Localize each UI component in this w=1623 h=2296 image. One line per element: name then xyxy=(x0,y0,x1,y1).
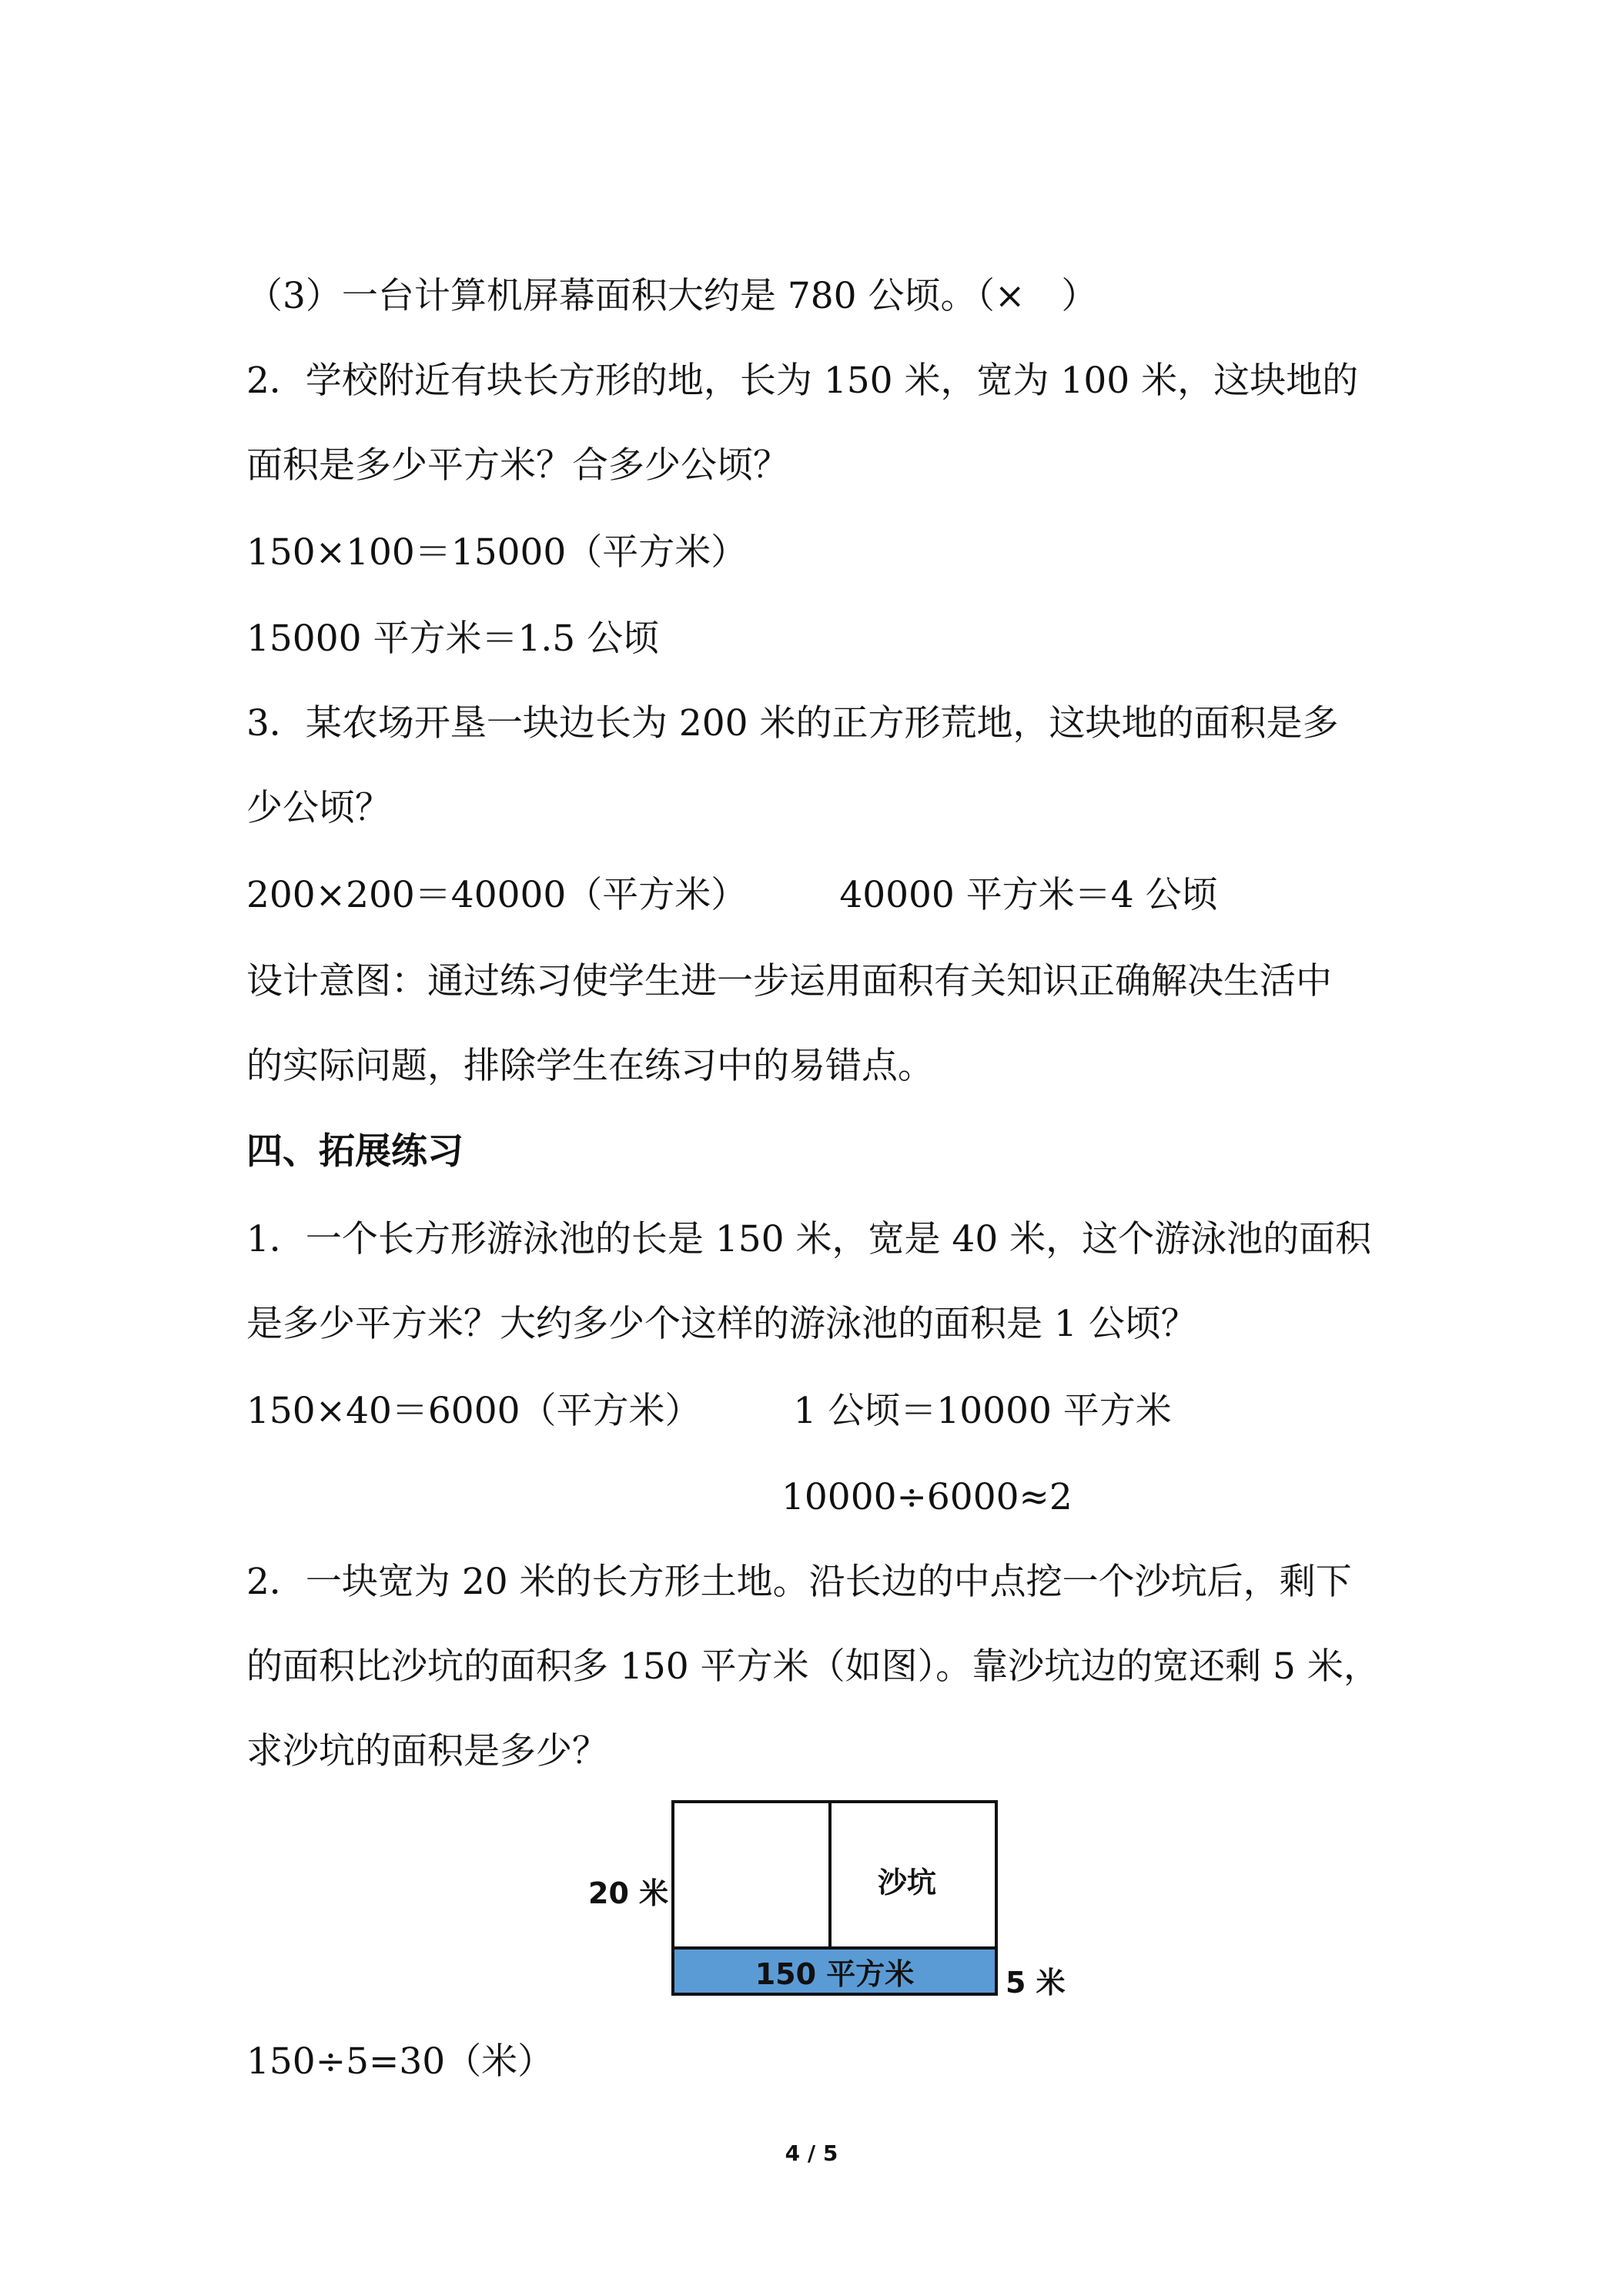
question-3-line-1: 3．某农场开垦一块边长为 200 米的正方形荒地，这块地的面积是多 xyxy=(246,702,1339,745)
extension-2-line-2: 的面积比沙坑的面积多 150 平方米（如图）。靠沙坑边的宽还剩 5 米， xyxy=(246,1645,1380,1688)
question-2-line-2: 面积是多少平方米？合多少公顷？ xyxy=(246,444,789,487)
pit-label: 沙坑 xyxy=(878,1866,937,1899)
extension-1-answer-part-2: 1 公顷＝10000 平方米 xyxy=(793,1390,1172,1432)
extension-1-answer-division: 10000÷6000≈2 xyxy=(781,1476,1073,1518)
extension-1-line-2: 是多少平方米？大约多少个这样的游泳池的面积是 1 公顷？ xyxy=(246,1303,1197,1345)
extension-1-answer-part-1: 150×40＝6000（平方米） xyxy=(246,1390,701,1432)
extension-2-line-3: 求沙坑的面积是多少？ xyxy=(246,1730,608,1772)
remaining-strip xyxy=(671,1946,998,1996)
strip-area-label: 150 平方米 xyxy=(755,1956,915,1991)
midpoint-divider xyxy=(828,1800,832,1946)
answer-2-line-2: 15000 平方米＝1.5 公顷 xyxy=(246,618,660,660)
answer-3-part-2: 40000 平方米＝4 公顷 xyxy=(839,874,1218,916)
design-intent-line-1: 设计意图：通过练习使学生进一步运用面积有关知识正确解决生活中 xyxy=(246,960,1332,1002)
section-heading: 四、拓展练习 xyxy=(246,1130,463,1173)
strip-width-label: 5 米 xyxy=(1006,1966,1066,2000)
question-3-line-2: 少公顷？ xyxy=(246,787,391,829)
extension-1-answer xyxy=(246,1388,1172,1434)
answer-3 xyxy=(246,872,1218,919)
question-2-line-1: 2．学校附近有块长方形的地，长为 150 米，宽为 100 米，这块地的 xyxy=(246,360,1359,402)
answer-3-part-1: 200×200＝40000（平方米） xyxy=(246,874,748,916)
width-label: 20 米 xyxy=(588,1876,669,1910)
extension-2-line-1: 2．一块宽为 20 米的长方形土地。沿长边的中点挖一个沙坑后，剩下 xyxy=(246,1561,1352,1603)
judgement-item-3: （3）一台计算机屏幕面积大约是 780 公顷。（× ） xyxy=(246,275,1098,317)
design-intent-line-2: 的实际问题，排除学生在练习中的易错点。 xyxy=(246,1045,934,1087)
page-number: 4 / 5 xyxy=(785,2140,838,2166)
extension-2-answer: 150÷5=30（米） xyxy=(246,2040,554,2083)
answer-2-line-1: 150×100＝15000（平方米） xyxy=(246,531,748,574)
extension-1-line-1: 1．一个长方形游泳池的长是 150 米，宽是 40 米，这个游泳池的面积 xyxy=(246,1218,1372,1260)
